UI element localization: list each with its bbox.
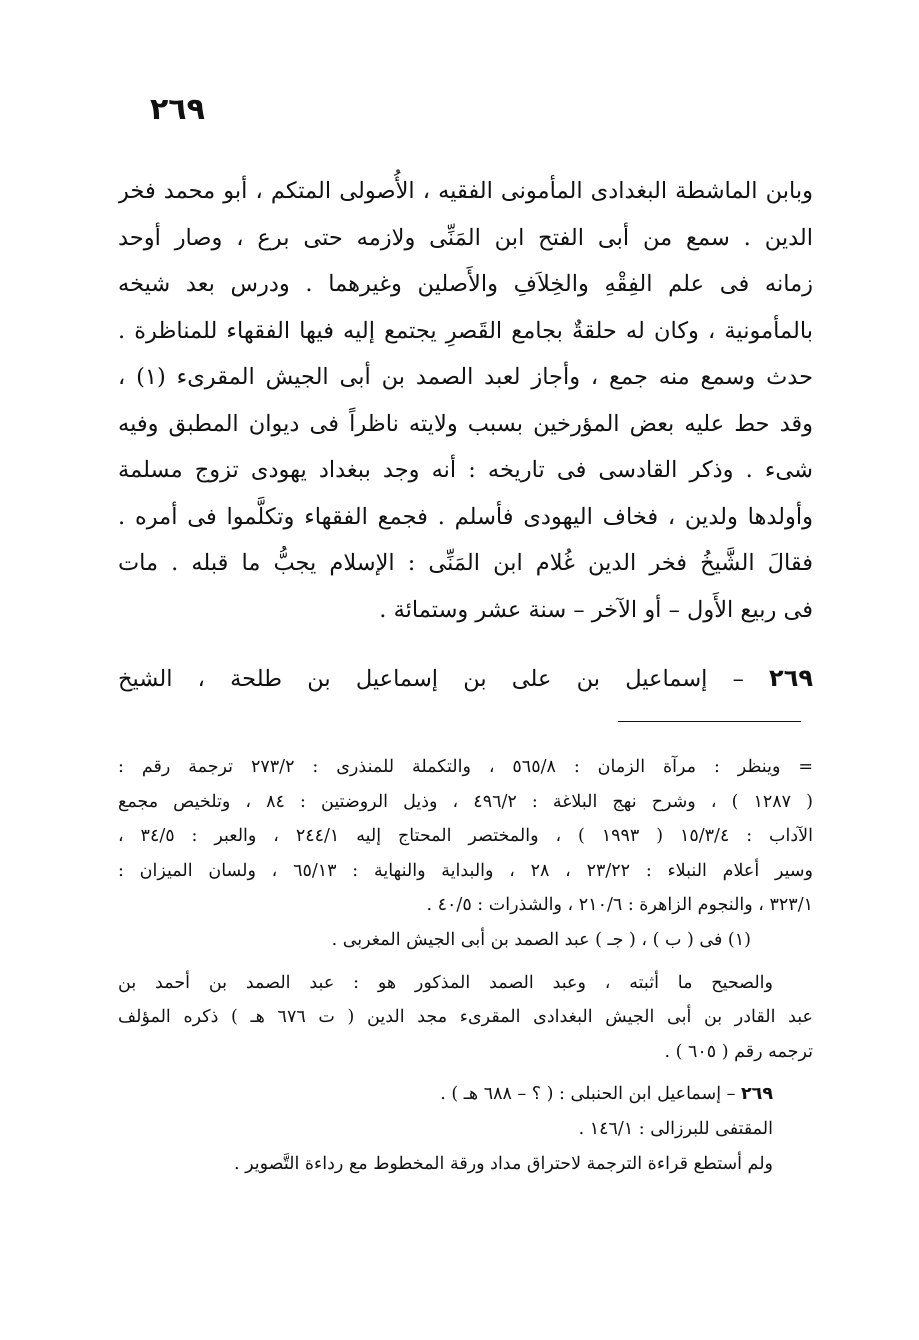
footnote-source: المقتفى للبرزالى : ١٤٦/١ . xyxy=(578,1118,773,1139)
entry-dash: – xyxy=(732,666,744,692)
entry-note-text: – إسماعيل ابن الحنبلى : ( ؟ – ٦٨٨ هـ ) . xyxy=(440,1084,736,1105)
main-text-block xyxy=(118,168,813,633)
footnote-line: وسير أعلام النبلاء : ٢٣/٢٢ ، ٢٨ ، والبداية والنهاية : ٦٥/١٣ ، ولسان الميزان : xyxy=(118,860,813,881)
text-line: فقالَ الشَّيخُ فخر الدين غُلام ابن المَنِّى : الإسلام يجبُّ ما قبله . مات xyxy=(118,550,813,576)
text-line: وقد حط عليه بعض المؤرخين بسبب ولايته ناظراً فى ديوان المطبق وفيه xyxy=(118,410,813,437)
footnote-line: الآداب : ١٥/٣/٤ ( ١٩٩٣ ) ، والمختصر المحتاج إليه ٢٤٤/١ ، والعبر : ٣٤/٥ ، xyxy=(118,826,813,847)
text-line: حدث وسمع منه جمع ، وأجاز لعبد الصمد بن أبى الجيش المقرىء (١) ، xyxy=(118,364,813,390)
text-line: بالمأمونية ، وكان له حلقةٌ بجامع القَصرِ يجتمع إليه فيها الفقهاء للمناظرة . xyxy=(118,317,813,344)
footnote-line: ترجمه رقم ( ٦٠٥ ) . xyxy=(664,1041,813,1062)
entry-number: ٢٦٩ xyxy=(769,664,813,692)
text-line: وبابن الماشطة البغدادى المأمونى الفقيه ، الأُصولى المتكم ، أبو محمد فخر xyxy=(118,178,813,204)
text-line: فى ربيع الأَول – أو الآخر – سنة عشر وستمائة . xyxy=(379,596,813,623)
footnote-line: والصحيح ما أثبته ، وعبد الصمد المذكور هو : عبد الصمد بن أحمد بن xyxy=(118,972,773,993)
footnote-entry-note xyxy=(118,1077,813,1112)
footnote-line: = وينظر : مرآة الزمان : ٥٦٥/٨ ، والتكملة للمنذرى : ٢٧٣/٢ ترجمة رقم : xyxy=(118,757,813,777)
page-number: ٢٦٩ xyxy=(150,92,205,127)
footnotes-block xyxy=(118,750,813,1181)
entry-note-number: ٢٦٩ xyxy=(740,1084,773,1105)
entry-heading xyxy=(118,655,813,702)
text-line: زمانه فى علم الفِقْهِ والخِلاَفِ والأَصلين وغيرهما . ودرس بعد شيخه xyxy=(118,271,813,297)
text-line: وأولدها ولدين ، فخاف اليهودى فأسلم . فجمع الفقهاء وتكلَّموا فى أمره . xyxy=(118,503,813,530)
footnote-line: عبد القادر بن أبى الجيش البغدادى المقرىء مجد الدين ( ت ٦٧٦ هـ ) ذكره المؤلف xyxy=(118,1007,813,1028)
entry-title: إسماعيل بن على بن إسماعيل بن طلحة ، الشيخ xyxy=(118,666,708,692)
text-line: شىء . وذكر القادسى فى تاريخه : أنه وجد ببغداد يهودى تزوج مسلمة xyxy=(118,457,813,483)
footnote-remark: ولم أستطع قراءة الترجمة لاحتراق مداد ورقة المخطوط مع رداءة التَّصوير . xyxy=(233,1153,773,1174)
footnote-line: ٣٢٣/١ ، والنجوم الزاهرة : ٢١٠/٦ ، والشذرات : ٤٠/٥ . xyxy=(426,895,813,916)
footnote-1: (١) فى ( ب ) ، ( جـ ) عبد الصمد بن أبى الجيش المغربى . xyxy=(331,929,751,950)
footnote-line: ( ١٢٨٧ ) ، وشرح نهج البلاغة : ٤٩٦/٢ ، وذيل الروضتين : ٨٤ ، وتلخيص مجمع xyxy=(118,791,813,812)
footnote-divider xyxy=(618,721,801,722)
text-line: الدين . سمع من أبى الفتح ابن المَنِّى ولازمه حتى برع ، وصار أوحد xyxy=(118,224,813,251)
